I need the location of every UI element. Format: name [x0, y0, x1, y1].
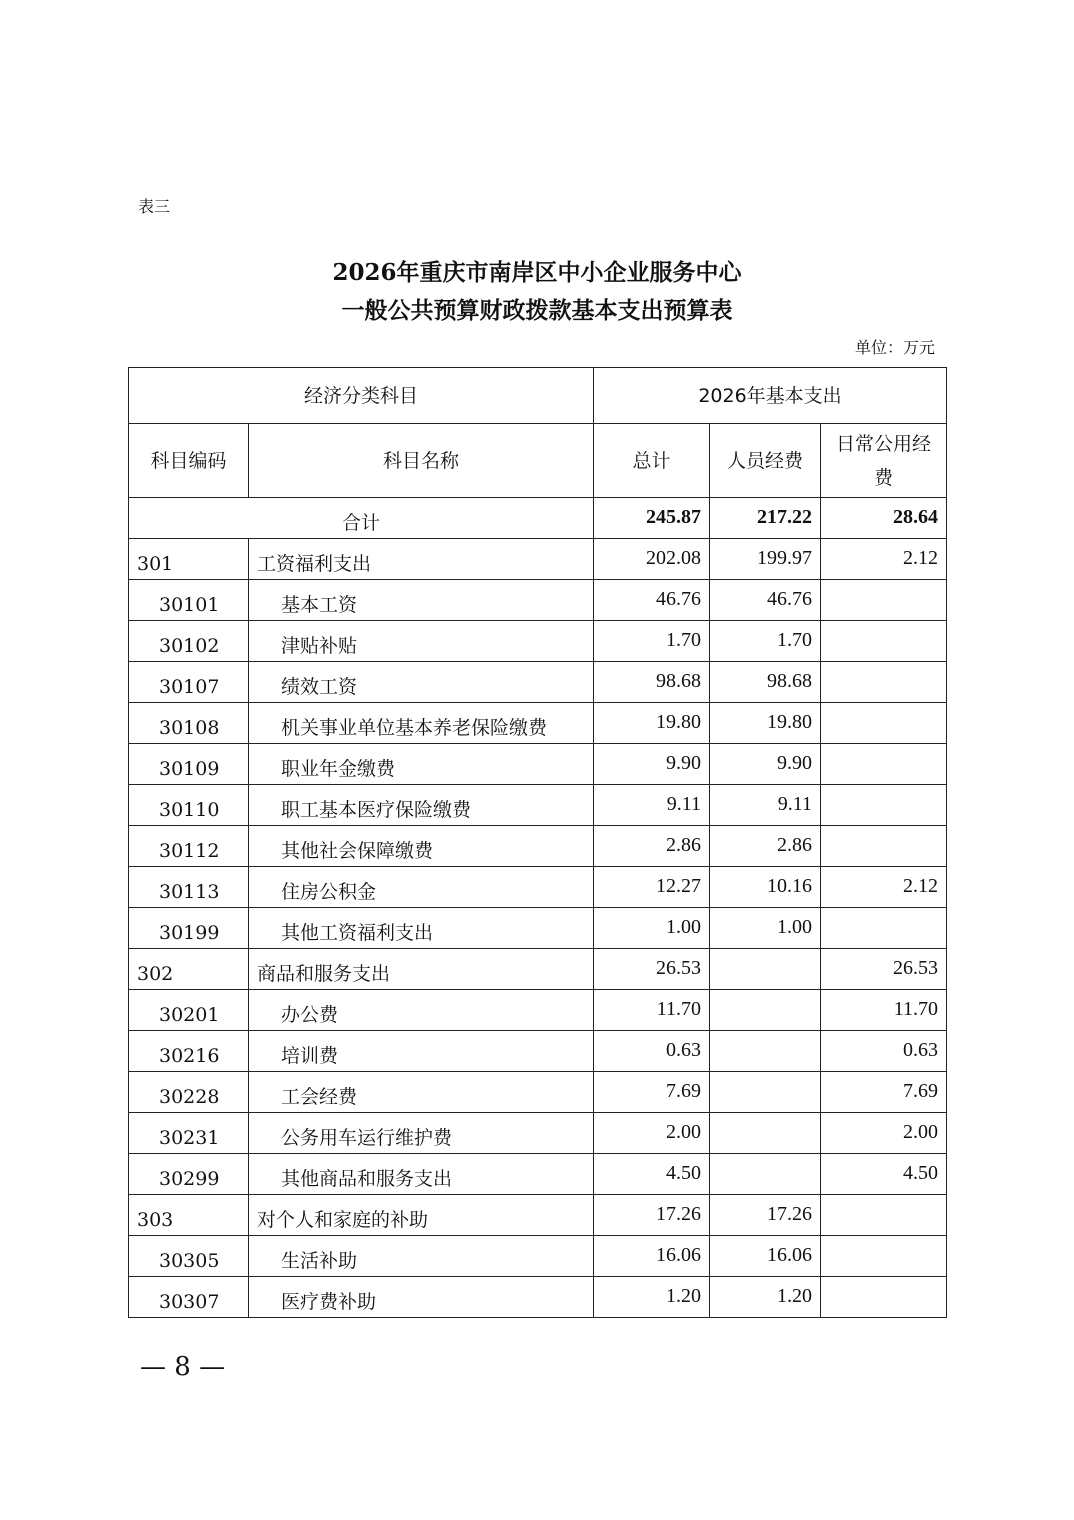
row-public	[821, 1277, 947, 1318]
row-public	[821, 908, 947, 949]
header-basic-expenditure: 2026年基本支出	[594, 368, 947, 424]
row-public: 2.00	[821, 1113, 947, 1154]
row-total: 1.70	[594, 621, 710, 662]
row-code: 30107	[129, 662, 249, 703]
row-total: 2.00	[594, 1113, 710, 1154]
total-total: 245.87	[594, 498, 710, 539]
total-public: 28.64	[821, 498, 947, 539]
title-line-1: 2026年重庆市南岸区中小企业服务中心	[332, 259, 742, 286]
row-code: 30307	[129, 1277, 249, 1318]
row-name: 工会经费	[249, 1072, 594, 1113]
table-row	[129, 1195, 947, 1236]
row-code: 30113	[129, 867, 249, 908]
row-total: 7.69	[594, 1072, 710, 1113]
row-personnel	[710, 949, 821, 990]
row-total: 16.06	[594, 1236, 710, 1277]
row-public: 26.53	[821, 949, 947, 990]
row-name: 培训费	[249, 1031, 594, 1072]
row-code: 30112	[129, 826, 249, 867]
row-total: 12.27	[594, 867, 710, 908]
row-public: 7.69	[821, 1072, 947, 1113]
table-row	[129, 1113, 947, 1154]
row-total: 98.68	[594, 662, 710, 703]
row-name: 职业年金缴费	[249, 744, 594, 785]
row-name: 医疗费补助	[249, 1277, 594, 1318]
row-name: 公务用车运行维护费	[249, 1113, 594, 1154]
header-row-2	[129, 424, 947, 498]
row-personnel: 1.00	[710, 908, 821, 949]
page-number: — 8 —	[140, 1352, 226, 1382]
row-personnel: 199.97	[710, 539, 821, 580]
row-name: 其他社会保障缴费	[249, 826, 594, 867]
row-total: 19.80	[594, 703, 710, 744]
table-row	[129, 539, 947, 580]
total-label: 合计	[129, 498, 594, 539]
row-personnel: 10.16	[710, 867, 821, 908]
row-code: 302	[129, 949, 249, 990]
row-code: 30299	[129, 1154, 249, 1195]
header-name: 科目名称	[249, 424, 594, 498]
row-public	[821, 744, 947, 785]
row-name: 其他工资福利支出	[249, 908, 594, 949]
row-personnel	[710, 1031, 821, 1072]
row-name: 对个人和家庭的补助	[249, 1195, 594, 1236]
row-name: 工资福利支出	[249, 539, 594, 580]
row-total: 1.20	[594, 1277, 710, 1318]
row-name: 住房公积金	[249, 867, 594, 908]
row-name: 机关事业单位基本养老保险缴费	[249, 703, 594, 744]
table-row	[129, 1031, 947, 1072]
row-personnel: 16.06	[710, 1236, 821, 1277]
row-code: 30108	[129, 703, 249, 744]
table-row	[129, 990, 947, 1031]
row-name: 津贴补贴	[249, 621, 594, 662]
row-total: 9.11	[594, 785, 710, 826]
row-name: 办公费	[249, 990, 594, 1031]
row-public	[821, 826, 947, 867]
table-row	[129, 621, 947, 662]
row-personnel: 98.68	[710, 662, 821, 703]
row-public	[821, 580, 947, 621]
table-row	[129, 580, 947, 621]
row-public	[821, 785, 947, 826]
header-row-1	[129, 368, 947, 424]
row-public: 0.63	[821, 1031, 947, 1072]
row-personnel: 9.11	[710, 785, 821, 826]
row-public	[821, 1195, 947, 1236]
row-personnel: 46.76	[710, 580, 821, 621]
row-total: 17.26	[594, 1195, 710, 1236]
table-row	[129, 662, 947, 703]
row-total: 46.76	[594, 580, 710, 621]
row-name: 职工基本医疗保险缴费	[249, 785, 594, 826]
row-public: 11.70	[821, 990, 947, 1031]
row-total: 9.90	[594, 744, 710, 785]
title-line-2: 一般公共预算财政拨款基本支出预算表	[341, 297, 733, 324]
row-public	[821, 662, 947, 703]
row-total: 4.50	[594, 1154, 710, 1195]
row-personnel: 17.26	[710, 1195, 821, 1236]
row-personnel: 9.90	[710, 744, 821, 785]
row-public: 4.50	[821, 1154, 947, 1195]
budget-table	[128, 367, 947, 1318]
row-public: 2.12	[821, 867, 947, 908]
row-personnel	[710, 1072, 821, 1113]
row-personnel: 1.70	[710, 621, 821, 662]
table-label: 表三	[138, 197, 171, 216]
row-total: 0.63	[594, 1031, 710, 1072]
row-personnel	[710, 1113, 821, 1154]
row-code: 303	[129, 1195, 249, 1236]
table-row	[129, 703, 947, 744]
row-total: 202.08	[594, 539, 710, 580]
row-public	[821, 621, 947, 662]
row-total: 2.86	[594, 826, 710, 867]
table-row	[129, 949, 947, 990]
row-code: 30228	[129, 1072, 249, 1113]
row-personnel: 19.80	[710, 703, 821, 744]
table-row	[129, 1072, 947, 1113]
header-total: 总计	[594, 424, 710, 498]
row-name: 生活补助	[249, 1236, 594, 1277]
row-name: 其他商品和服务支出	[249, 1154, 594, 1195]
table-row	[129, 1236, 947, 1277]
table-row	[129, 744, 947, 785]
table-row	[129, 826, 947, 867]
table-row	[129, 908, 947, 949]
row-personnel	[710, 990, 821, 1031]
row-total: 11.70	[594, 990, 710, 1031]
table-row	[129, 1277, 947, 1318]
row-code: 30101	[129, 580, 249, 621]
row-name: 基本工资	[249, 580, 594, 621]
row-code: 30102	[129, 621, 249, 662]
row-code: 30109	[129, 744, 249, 785]
header-personnel: 人员经费	[710, 424, 821, 498]
row-personnel: 2.86	[710, 826, 821, 867]
row-name: 绩效工资	[249, 662, 594, 703]
row-public: 2.12	[821, 539, 947, 580]
row-name: 商品和服务支出	[249, 949, 594, 990]
row-code: 30305	[129, 1236, 249, 1277]
row-total: 1.00	[594, 908, 710, 949]
table-row	[129, 1154, 947, 1195]
total-row	[129, 498, 947, 539]
row-code: 301	[129, 539, 249, 580]
row-public	[821, 1236, 947, 1277]
row-personnel	[710, 1154, 821, 1195]
row-code: 30110	[129, 785, 249, 826]
header-public: 日常公用经费	[821, 424, 947, 498]
table-row	[129, 785, 947, 826]
row-public	[821, 703, 947, 744]
row-personnel: 1.20	[710, 1277, 821, 1318]
header-economic-category: 经济分类科目	[129, 368, 594, 424]
table-row	[129, 867, 947, 908]
header-code: 科目编码	[129, 424, 249, 498]
row-total: 26.53	[594, 949, 710, 990]
total-personnel: 217.22	[710, 498, 821, 539]
row-code: 30231	[129, 1113, 249, 1154]
row-code: 30216	[129, 1031, 249, 1072]
row-code: 30199	[129, 908, 249, 949]
row-code: 30201	[129, 990, 249, 1031]
unit-label: 单位：万元	[854, 338, 935, 357]
